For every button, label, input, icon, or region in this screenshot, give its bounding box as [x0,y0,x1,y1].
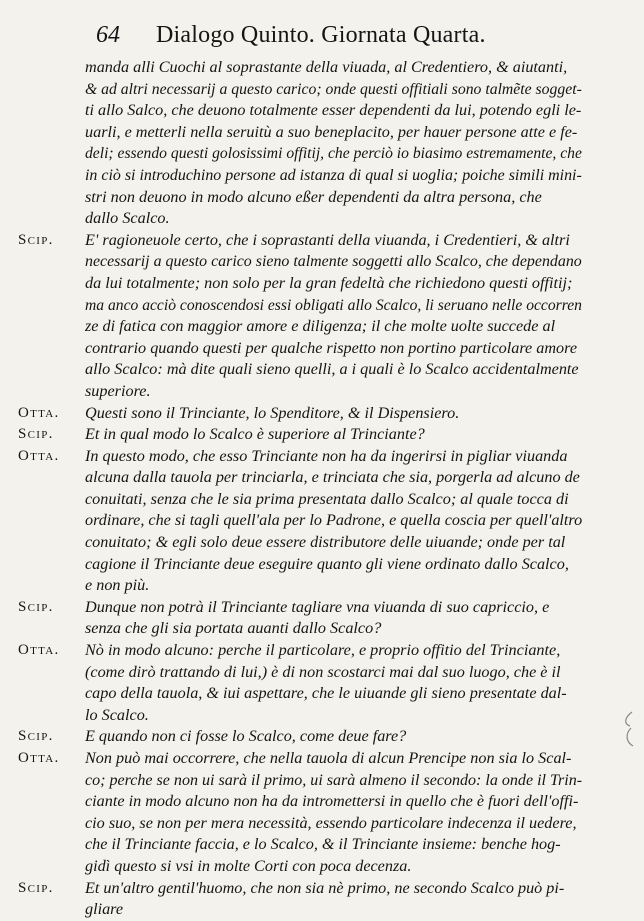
line-text: ze di fatica con maggior amore e diligenza; il che molte uolte succede al [85,317,556,336]
text-line [0,446,644,468]
text-line [0,554,644,576]
speaker-label: Otta. [18,447,60,464]
line-text: alcuna dalla tauola per trinciarla, e trinciata che sia, porgerla ad alcuno de [85,468,580,487]
line-text: in ciò si introduchino persone ad istanza di qual si uoglia; poiche simili mini- [85,165,582,184]
line-text: In questo modo, che esso Trinciante non ha da ingerirsi in pigliar viuanda [85,446,568,465]
text-line [0,79,644,101]
speaker-label: Otta. [18,404,60,421]
line-text: ma anco acciò conoscendosi essi obligati allo Scalco, li seruano nelle occorren [85,295,582,314]
line-text: conuitati, senza che le sia prima presentata dallo Scalco; al quale tocca di [85,489,569,508]
line-text: senza che gli sia portata auanti dallo Scalco? [85,619,382,638]
text-line [0,424,644,446]
text-line [0,770,644,792]
line-text: cagione il Trinciante deue eseguire quanto gli viene ordinato dallo Scalco, [85,554,569,573]
dialogue-body [0,57,644,921]
text-line [0,143,644,165]
line-text: capo della tauola, & iui aspettare, che le uiuande gli sieno presentate dal- [85,684,567,703]
text-line [0,640,644,662]
line-text: stri non deuono in modo alcuno eßer dependenti da altra persona, che [85,187,542,206]
text-line [0,834,644,856]
speaker-label: Otta. [18,750,60,766]
line-text: gliare [85,900,124,919]
text-line [0,813,644,835]
text-line [0,403,644,425]
line-text: manda alli Cuochi al soprastante della viuada, al Credentiero, & aiutanti, [85,58,568,76]
text-line [0,791,644,813]
text-line [0,899,644,921]
text-line [0,575,644,597]
speaker-label: Scip. [18,426,54,443]
text-line [0,57,644,79]
text-line [0,662,644,684]
text-line [0,100,644,122]
line-text: uarli, e metterli nella seruitù a suo beneplacito, per hauer persone atte e fe- [85,122,578,141]
speaker-label: Scip. [18,728,54,745]
page-title: Dialogo Quinto. Giornata Quarta. [156,22,486,48]
line-text: dallo Scalco. [85,209,170,228]
text-line [0,856,644,878]
text-line [0,165,644,187]
line-text: ti allo Salco, che deuono totalmente esser dependenti da lui, potendo egli le- [85,101,582,120]
line-text: Et in qual modo lo Scalco è superiore al Trinciante? [85,425,425,444]
text-line [0,510,644,532]
text-line [0,878,644,900]
line-text: necessarij a questo carico sieno talmente soggetti allo Scalco, che dependano [85,252,582,271]
line-text: da lui totalmente; non solo per la gran fedeltà che richiedono questi offitij; [85,273,573,292]
line-text: Non può mai occorrere, che nella tauola di alcun Prencipe non sia lo Scal- [85,749,572,767]
text-line [0,489,644,511]
text-line [0,122,644,144]
text-line [0,597,644,619]
text-line [0,295,644,317]
line-text: gidì questo si vsi in molte Corti con poca decenza. [85,856,412,875]
speaker-label: Scip. [18,598,54,615]
line-text: Nò in modo alcuno: perche il particolare, e proprio offitio del Trinciante, [85,641,561,660]
margin-ink-mark [622,710,636,750]
line-text: ordinare, che si tagli quell'ala per lo Padrone, e quella coscia per quell'altro [85,511,583,530]
line-text: che il Trinciante faccia, e lo Scalco, & il Trinciante insieme: benche hog- [85,835,561,854]
line-text: ciante in modo alcuno non ha da intromettersi in quello che è fuori dell'offi- [85,792,579,811]
text-line [0,618,644,640]
line-text: e non più. [85,576,150,595]
text-line [0,381,644,403]
line-text: co; perche se non ui sarà il primo, ui sarà almeno il secondo: la onde il Trin- [85,770,583,789]
line-text: cio suo, se non per mera necessità, essendo particolare indecenza il uedere, [85,813,577,832]
text-line [0,338,644,360]
line-text: Dunque non potrà il Trinciante tagliare vna viuanda di suo capriccio, e [85,597,550,616]
text-line [0,748,644,770]
text-line [0,230,644,252]
line-text: contrario quando questi per qualche rispetto non portino particolare amore [85,338,578,357]
page-number: 64 [96,22,120,48]
text-line [0,359,644,381]
speaker-label: Scip. [18,879,54,896]
text-line [0,208,644,230]
text-line [0,683,644,705]
line-text: deli; essendo questi golosissimi offitij, che perciò io biasimo estremamente, che [85,144,582,163]
text-line [0,467,644,489]
running-header [96,22,544,56]
line-text: Questi sono il Trinciante, lo Spenditore, & il Dispensiero. [85,403,460,422]
text-line [0,532,644,554]
line-text: Et un'altro gentil'huomo, che non sia nè primo, ne secondo Scalco può pi- [85,878,565,897]
line-text: superiore. [85,381,151,400]
line-text: conuitato; & egli solo deue essere distributore delle uiuande; onde per tal [85,533,566,552]
line-text: lo Scalco. [85,705,149,724]
text-line [0,187,644,209]
text-line [0,251,644,273]
text-line [0,273,644,295]
speaker-label: Scip. [18,231,54,248]
line-text: & ad altri necessarij a questo carico; onde questi offitiali sono talmẽte sogget- [85,79,582,98]
line-text: (come dirò trattando di lui,) è di non scostarci mai dal suo luogo, che è il [85,662,561,681]
line-text: E quando non ci fosse lo Scalco, come deue fare? [85,727,407,746]
text-line [0,316,644,338]
text-line [0,705,644,727]
line-text: E' ragioneuole certo, che i soprastanti della viuanda, i Credentieri, & altri [85,230,570,249]
line-text: allo Scalco: mà dite quali sieno quelli, a i quali è lo Scalco accidentalmente [85,360,579,379]
speaker-label: Otta. [18,642,60,659]
text-line [0,726,644,748]
